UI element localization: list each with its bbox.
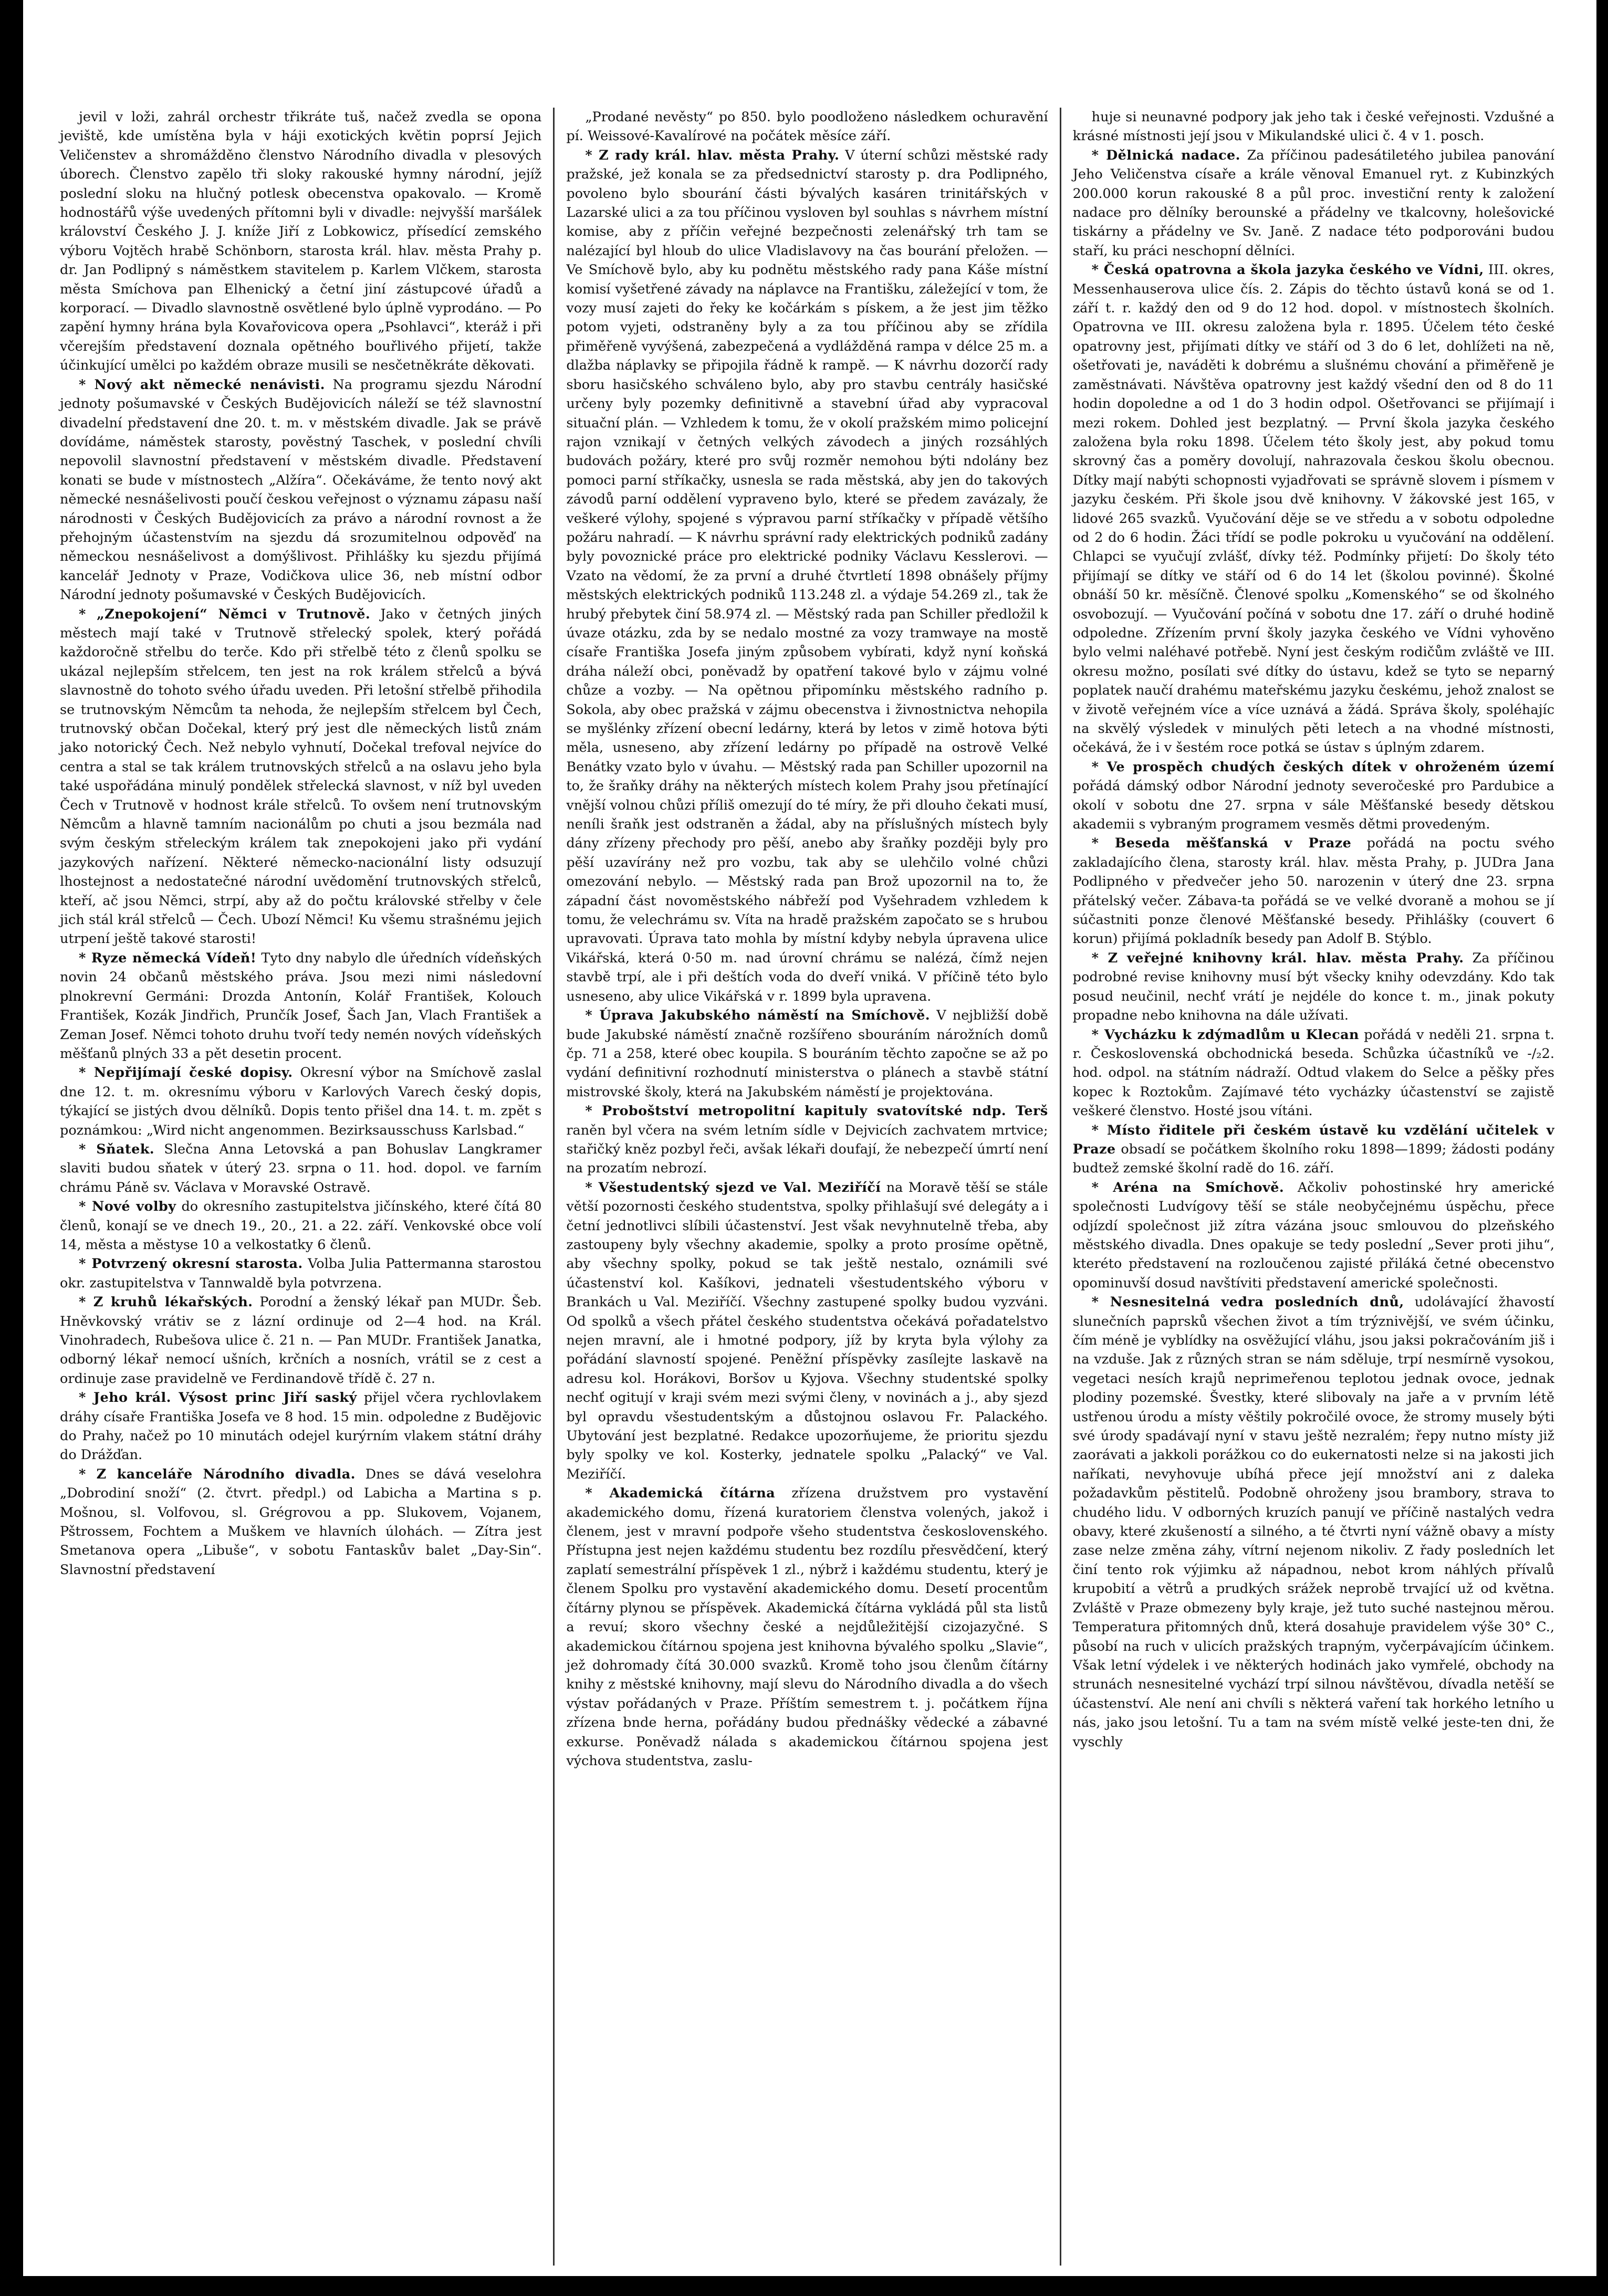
article-text: pořádá dámský odbor Národní jednoty severočeské pro Pardubice a okolí v sobotu dne 27. srpna v sále Měšťanské besedy dětskou akademii s vybraným programem vesměs dětmi provedeným.: [1072, 778, 1554, 833]
article-heading: * Dělnická nadace.: [1091, 147, 1240, 163]
article-heading: * Vycházku k zdýmadlům u Klecan: [1091, 1026, 1359, 1043]
article-text: Volba Julia Pattermanna starostou okr. zastupitelstva v Tannwaldě byla potvrzena.: [60, 1256, 542, 1291]
news-article: [60, 605, 541, 949]
news-article: [1073, 146, 1554, 260]
article-text: udolávající žhavostí slunečních paprsků všechen život a tím trýznivější, ve svém účinku, čím méně je vyblídky na osvěžující vláhu, jsou jaksi pokračováním jiš i na vzduše. Jak z různých stran se nám sděluje, trpí nesmírně vysokou, vegetaci nesích krajů neprimeřenou teplotou jednak ovoce, jednak plodiny pozemské. Švestky, které slibovaly na jaře a v prvním létě ustřenou úrodu a místy věštily pokročilé ovoce, že stromy musely býti své úrody spadávají nyní v stavu ještě nezralém; řepy nutno místy již zaorávati a jakkoli porážkou co do eukernatosti nelze si na jakosti jich naříkati, nevyhovuje ubíhá přece její množství ani z daleka požadavkům pěstitelů. Podobně ohroženy jsou brambory, strava to chudého lidu. V odborných kruzích panují ve příčině nastalých vedra obavy, které zkušeností a silného, a té čtvrti nyní vážně obavy a místy zase nelze změna záhy, vítrní nejenom nikoliv. Z řady posledních let činí tento rok výjimku až nápadnou, nebot krom náhlých přívalů krupobití a větrů a prudkých srážek neprobě trvající už od května. Zvláště v Praze obmezeny byly kraje, jež tuto suché nastejnou měrou. Temperatura přitomných dnů, která dosahuje pravidelem výše 30° C., působí na ruch v ulicích pražských trapným, vyčerpávajícím účinkem. Však letní výdelek i ve některých hodinách jako vymřelé, obchody na strunách nesnesitelné vychází trpí silnou návštěvou, dívadla netěší se účastenství. Ale není ani chvíli s některá vaření tak horkého letního u nás, jako jsou letošní. Tu a tam na svém místě velké jeste-ten dni, že vyschly: [1072, 1294, 1554, 1750]
article-heading: * „Znepokojení“ Němci v Trutnově.: [79, 606, 371, 622]
article-text: do okresního zastupitelstva jičínského, které čítá 80 členů, konají se ve dnech 19., 20., 21. a 22. září. Venkovské obce volí 14, města a městyse 10 a velkostatky 6 členů.: [60, 1199, 542, 1253]
news-article: [1073, 1178, 1554, 1293]
article-heading: * Úprava Jakubského náměstí na Smíchově.: [585, 1008, 931, 1024]
article-heading: * Z kanceláře Národního divadla.: [79, 1466, 356, 1482]
news-article: [60, 1254, 541, 1293]
article-text: Slečna Anna Letovská a pan Bohuslav Langkramer slaviti budou sňatek v úterý 23. srpna o 11. hod. dopol. ve farním chrámu Páně sv. Václava v Moravské Ostravě.: [60, 1141, 542, 1196]
article-heading: * Nesnesitelná vedra posledních dnů,: [1091, 1294, 1404, 1310]
news-article: [1073, 834, 1554, 948]
news-article: [566, 1006, 1048, 1102]
article-text: pořádá v neděli 21. srpna t. r. Československá obchodnická beseda. Schůzka účastníků ve ‑/₂2. hod. odpol. na státním nádraží. Odtud vlakem do Selce a pěšky přes kopec k Roztokům. Zajímavé této vycházky účastenství se zajistě veškeré členstvo. Hosté jsou vítáni.: [1072, 1026, 1554, 1119]
article-text: V úterní schůzi městské rady pražské, jež konala se za předsednictví starosty p. dra Podlipného, povoleno bylo sbourání části bývalých kasáren trinitářských v Lazarské ulici a za tou příčinou vysloven byl souhlas s návrhem místní komise, aby z příčin veřejné bezpečnosti zelenářský trh tam se nalézající byl hloub do ulice Vladislavovy na čas bourání přeložen. — Ve Smíchově bylo, aby ku podnětu městského rady pana Káše místní komisí vyšetřené závady na náplavce na Františku, záležející v tom, že vozy musí zajeti do řeky ke kočárkám s pískem, a že jest jim těžko potom vyjeti, odstraněny byly a za tou příčinou aby se zřídila přiměřeně vyvýšená, zabezpečená a vydlážděná rampa v délce 25 m. a dlažba náplavky se připojila řádně k rampě. — K návrhu dozorčí rady sboru hasičského schváleno bylo, aby pro stavbu centrály hasičské určeny byly pozemky definitivně a stavební úřad aby vypracoval situační plán. — Vzhledem k tomu, že v okolí pražském mimo policejní rajon vznikají v četných velkých závodech a jiných rozsáhlých budovách požáry, které pro svůj rozměr nemohou býti ndolány bez pomoci parní stříkačky, usnesla se rada městská, aby jen do takových závodů parní oddělení vypraveno bylo, které se předem zavázaly, že veškeré výlohy, spojené s výpravou parní stříkačky v případě většího požáru nahradí. — K návrhu správní rady elektrických podniků zadány byly povoznické práce pro elektrické podniky Václavu Kesslerovi. — Vzato na vědomí, že za první a druhé čtvrtletí 1898 obnášely příjmy městských elektrických podniků 113.248 zl. a výdaje 54.269 zl., tak že hrubý přebytek činí 58.974 zl. — Městský rada pan Schiller předložil k úvaze otázku, zda by se nedalo mostné za vozy tramwaye na mostě císaře Františka Josefa jiným způsobem vybírati, když nyní koňská dráha náleží obci, poněvadž by opatření takové bylo v zájmu volné chůze a vozby. — Na opětnou připomínku městského radního p. Sokola, aby obec pražská v zájmu obecenstva i živnostnictva nehopila se myšlénky zřízení obecní ledárny, která by letos v zimě hotova býti měla, usneseno, aby zřízení ledárny po případě na ostrově Velké Benátky vzato bylo v úvahu. — Městský rada pan Schiller upozornil na to, že šraňky dráhy na některých místech kolem Prahy jsou přetínající vnější volnou chůzi příliš omezují do té míry, že při dlouho čekati musí, neníli šraňk jest odstraněn a žádal, aby na příslušných místech byly dány zřízeny přechody pro pěší, anebo aby šraňky později byly pro pěší uzavírány než pro vozbu, tak aby se ulehčilo volné chůzi omezování nebylo. — Městský rada pan Brož upozornil na to, že západní část novoměstského nábřeží pod Vyšehradem vzhledem k tomu, že velechrámu sv. Víta na hradě pražském započato se s hrubou upravovati. Úprava tato mohla by místní kdyby nebyla úpravena ulice Vikářská, která 0·50 m. nad úrovní chrámu se nalézá, čímž nejen stavbě trpí, ale i při deštích voda do dveří vniká. V příčině této bylo usneseno, aby ulice Vikářská v r. 1899 byla upravena.: [566, 147, 1048, 1004]
article-text: huje si neunavné podpory jak jeho tak i české veřejnosti. Vzdušné a krásné místnosti její jsou v Mikulandské ulici č. 4 v 1. posch.: [1072, 109, 1554, 144]
news-article: [60, 949, 541, 1063]
article-text: na Moravě těší se stále větší pozornosti českého studentstva, spolky přihlašují své delegáty a i četní jednotlivci slíbili účastenství. Jest však nevyhnutelně třeba, aby zastoupeny byly všechny akademie, spolky a proto prosíme opětně, aby všechny spolky, pokud se tak ještě nestalo, oznámili své účastenství kol. Kašíkovi, jednateli všestudentského výboru v Brankách u Val. Meziříčí. Všechny zastupené spolky budou vyzváni. Od spolků a všech přátel českého studentstva očekává pořadatelstvo nejen mravní, ale i hmotné podpory, jíž by kryta byla výlohy za pořádání slavností spojené. Peněžní příspěvky zasílejte laskavě na adresu kol. Horákovi, Boršov u Kyjova. Všechny studentské spolky nechť ogitují v kraji svém mezi svými členy, v novinách a j., aby sjezd byl opravdu všestudentským a důstojnou oslavou Fr. Palackého. Ubytování jest bezplatné. Redakce upozorňujeme, že prioritu sjezdu byly spolky ve kol. Kosterky, jednatele spolku „Palacký“ ve Val. Meziříčí.: [566, 1179, 1048, 1482]
article-heading: * Z rady král. hlav. města Prahy.: [585, 147, 840, 163]
news-article: [60, 1293, 541, 1388]
newspaper-page: [48, 108, 1566, 2266]
news-article: [1073, 1293, 1554, 1752]
news-article: [566, 108, 1048, 146]
news-article: [566, 1102, 1048, 1178]
article-text: Na programu sjezdu Národní jednoty pošumavské v Českých Budějovicích náleží se též slavnostní divadelní představení dne 20. t. m. v městském divadle. Jak se právě dovídáme, náměstek starosty, pověstný Taschek, v poslední chvíli nepovolil slavnostní představení v městském divadle. Představení konati se bude v místnostech „Alžíra“. Očekáváme, že tento nový akt německé nesnášelivosti poučí českou veřejnost o významu zápasu naší národnosti v Českých Budějovicích za právo a národní rovnost a že přehojným účastenstvím na sjezdu dá srozumitelnou odpověď na německou nesnášelivost a domýšlivost. Přihlášky ku sjezdu přijímá kancelář Jednoty v Praze, Vodičkova ulice 36, neb místní odbor Národní jednoty pošumavské v Českých Budějovicích.: [60, 376, 542, 603]
article-heading: * Všestudentský sjezd ve Val. Meziříčí: [585, 1179, 881, 1196]
news-article: [1073, 260, 1554, 758]
article-text: Tyto dny nabylo dle úředních vídeňských novin 24 občanů městského práva. Jsou mezi nimi následovní plnokrevní Germáni: Drozda Antonín, Kolář František, Kolouch František, Kozák Jindřich, Prunčík Josef, Šach Jan, Vlach František a Zeman Josef. Němci tohoto druhu tvoří tedy nemén nových vídeňských měšťanů plných 33 a pět desetin procent.: [60, 950, 542, 1062]
news-article: [566, 1178, 1048, 1484]
article-text: Za příčinou padesátiletého jubilea panování Jeho Veličenstva císaře a krále věnoval Emanuel ryt. z Kubinzkých 200.000 korun rakouské 8 a půl proc. investiční renty k založení nadace pro dělníky berounské a přádelny ve tkalcovny, holešovické tiskárny a přádelny ve Sv. Janě. Z nadace této podporováni budou staří, ku práci neschopní dělníci.: [1072, 147, 1554, 259]
article-heading: * Nové volby: [79, 1199, 176, 1215]
news-article: [1073, 1025, 1554, 1121]
article-text: jevil v loži, zahrál orchestr třikráte tuš, načež zvedla se opona jeviště, kde umístěna byla v háji exotických květin poprsí Jejich Veličenstev a shromážděno členstvo Národního divadla v plesových úborech. Členstvo zapělo tři sloky rakouské hymny národní, jejíž poslední sloku na hlučný potlesk obecenstva opakovalo. — Kromě hodnostářů výše uvedených přítomni byli v divadle: nejvyšší maršálek království Českého J. J. kníže Jiří z Lobkowicz, přísedící zemského výboru Vojtěch hrabě Schönborn, starosta král. hlav. města Prahy p. dr. Jan Podlipný s náměstkem stavitelem p. Karlem Vlčkem, starosta města Smíchova pan Elhenický a četní jiní zástupcové úřadů a korporací. — Divadlo slavnostně osvětlené bylo úplně vyprodáno. — Po zapění hymny hrána byla Kovařovicova opera „Psohlavci“, kteráž i při včerejším představení doznala opětného bouřlivého přijetí, takže účinkující umělci po každém obraze musili se nesčetněkráte děkovati.: [60, 109, 542, 374]
article-heading: * Z veřejné knihovny král. hlav. města Prahy.: [1091, 950, 1464, 966]
news-article: [60, 375, 541, 605]
article-heading: * Z kruhů lékařských.: [79, 1294, 253, 1310]
article-text: Jako v četných jiných městech mají také v Trutnově střelecký spolek, který pořádá každoročně střelbu do terče. Kdo při střelbě této z členů spolku se ukázal nejlepším střelcem, ten jest na rok králem střelců a bývá slavnostně do tohoto svého úřadu uveden. Při letošní střelbě přihodila se trutnovským Němcům ta nehoda, že nejlepším střelcem byl Čech, trutnovský občan Dočekal, který prý jest dle německých listů znám jako notorický Čech. Než nebylo vyhnutí, Dočekal trefoval nejvíce do centra a stal se tak králem trutnovských střelců a na oslavu jeho byla také uspořádána minulý pondělek střelecká slavnost, v níž byl uveden Čech v Trutnově v hodnost krále střelců. To ovšem není trutnovským Němcům a hlavně tamním nacionálům po chuti a jsou bezmála nad svým českým střeleckým králem tak znepokojeni jako při vydání jazykových nařízení. Některé německo-nacionální listy odsuzují lhostejnost a nedostatečné národní uvědomění trutnovských střelců, kteří, ač jsou Němci, strpí, aby až do počtu královské střelby v čele jich stál král střelců — Čech. Ubozí Němci! Ku všemu strašnému jejich utrpení ještě takové starosti!: [60, 606, 542, 947]
article-heading: * Místo řiditele při českém ústavě ku vzdělání učitelek v Praze: [1072, 1122, 1554, 1157]
news-article: [60, 1197, 541, 1254]
article-heading: * Nový akt německé nenávisti.: [79, 376, 325, 393]
news-article: [1073, 949, 1554, 1025]
article-text: pořádá na poctu svého zakladajícího člena, starosty král. hlav. města Prahy, p. JUDra Jana Podlipného v předvečer jeho 50. narozenin v úterý dne 23. srpna přátelský večer. Zábava‑ta pořádá se ve velké dvoraně a mohou se jí súčastniti ponze členové Měšťanské besedy. Přihlášky (couvert 6 korun) přijímá pokladník besedy pan Adolf B. Stýblo.: [1072, 835, 1554, 947]
news-article: [1073, 108, 1554, 146]
article-heading: * Česká opatrovna a škola jazyka českého ve Vídni,: [1091, 262, 1484, 278]
news-article: [1073, 758, 1554, 834]
article-heading: * Akademická čítárna: [585, 1485, 776, 1502]
article-heading: * Ryze německá Vídeň!: [79, 950, 257, 966]
article-heading: * Beseda měšťanská v Praze: [1091, 835, 1352, 852]
column-2: [553, 108, 1059, 2266]
article-text: Za příčinou podrobné revise knihovny musí být všecky knihy odevzdány. Kdo tak posud neučinil, nechť vrátí je nejdéle do konce t. m., jinak pokuty propadne nebo knihovna na dále užívati.: [1072, 950, 1554, 1024]
column-3: [1060, 108, 1566, 2266]
article-text: III. okres, Messenhauserova ulice čís. 2. Zápis do těchto ústavů koná se od 1. září t. r. každý den od 9 do 12 hod. dopol. v místnostech školních. Opatrovna ve III. okresu založena byla r. 1895. Účelem této české opatrovny jest, přijímati dítky ve stáří od 3 do 6 let, dohlížeti na ně, ošetřovati je, naváděti k dobrému a slušnému chování a přiměřeně je zaměstnávati. Návštěva opatrovny jest každý všední den od 8 do 11 hodin dopoledne a od 1 do 3 hodin odpol. Ošetřovanci se přijímají i mezi rokem. Dohled jest bezplatný. — První škola jazyka českého založena byla roku 1898. Účelem této školy jest, aby pokud tomu skrovný čas a poměry dovolují, nahrazovala českou školu obecnou. Dítky mají nabýti schopnosti vyjadřovati se správně slovem i písmem v jazyku českém. Při škole jsou dvě knihovny. V žákovské jest 165, v lidové 265 svazků. Vyučování děje se ve středu a v sobotu odpoledne od 2 do 6 hodin. Žáci třídí se podle pokroku u vyučování na oddělení. Chlapci se vyučují zvlášť, dívky též. Podmínky přijetí: Do školy této přijímají se dítky ve stáří od 6 do 14 let (školou povinné). Školné obnáší 50 kr. měsíčně. Členové spolku „Komenského“ se od školného osvobozují. — Vyučování počíná v sobotu dne 17. září o druhé hodině odpoledne. Zřízením první školy jazyka českého ve Vídni vyhověno bylo velmi naléhavé potřebě. Nyní jest českým rodičům zvláště ve III. okresu možno, posílati své dítky do ústavu, kdež se tyto se neparný poplatek naučí drahému mateřskému jazyku českému, jehož znalost se v životě veřejném více a více uznává a žádá. Správa školy, spoléhajíc na skvělý výsledek v minulých pěti letech a na vhodné místnosti, očekává, že i v šestém roce potká se ústav s úplným zdarem.: [1072, 262, 1554, 756]
news-article: [60, 1063, 541, 1140]
news-article: [60, 108, 541, 375]
article-text: obsadí se počátkem školního roku 1898—1899; žádosti podány budtež zemské školní radě do 16. září.: [1072, 1141, 1554, 1177]
news-article: [60, 1388, 541, 1465]
article-text: V nejbližší době bude Jakubské náměstí značně rozšířeno sbouráním nárožních domů čp. 71 a 258, které obec koupila. S bouráním těchto započne se až po vydání definitivní rozhodnutí ministerstva o plánech a stavbě státní mistrovské školy, která na Jakubském náměstí je projektována.: [566, 1008, 1048, 1100]
news-article: [566, 1484, 1048, 1770]
article-text: Okresní výbor na Smíchově zaslal dne 12. t. m. okresnímu výboru v Karlových Varech český dopis, týkající se jistých dvou dělníků. Dopis tento přišel dna 14. t. m. zpět s poznámkou: „Wird nicht angenommen. Bezirksausschuss Karlsbad.“: [60, 1065, 542, 1138]
column-1: [48, 108, 553, 2266]
article-text: přijel včera rychlovlakem dráhy císaře Františka Josefa ve 8 hod. 15 min. odpoledne z Budějovic do Prahy, načež po 10 minutách odejel kurýrním vlakem státní dráhy do Drážďan.: [60, 1390, 542, 1463]
news-article: [1073, 1121, 1554, 1178]
news-article: [60, 1465, 541, 1579]
article-text: Ačkoliv pohostinské hry americké společnosti Ludvígovy těší se stále neobyčejnému úspěchu, přece odjízdí společnost již zítra vázána jsouc smlouvou do plzeňského městského divadla. Dnes opakuje se tedy poslední „Sever proti jihu“, kteréto představení na rozloučenou zajisté přiláká četné obecenstvo opominuvší dosud navštíviti představení americké společnosti.: [1072, 1179, 1554, 1291]
article-heading: * Potvrzený okresní starosta.: [79, 1256, 303, 1272]
news-article: [60, 1140, 541, 1197]
article-text: Dnes se dává veselohra „Dobrodiní snoží“ (2. čtvrt. předpl.) od Labicha a Martina s p. Mošnou, sl. Volfovou, sl. Grégrovou a pp. Slukovem, Vojanem, Pštrossem, Fochtem a Muškem ve hlavních úlohách. — Zítra jest Smetanova opera „Libuše“, v sobotu Fantaskův balet „Day-Sin“. Slavnostní představení: [60, 1466, 542, 1578]
news-article: [566, 146, 1048, 1006]
article-text: zřízena družstvem pro vystavění akademického domu, řízená kuratoriem členstva volených, jakož i členem, jest v mravní podpoře všeho studentstva československého. Přístupna jest nejen každému studentu bez rozdílu přesvědčení, který zaplatí semestrální příspěvek 1 zl., nýbrž i každému studentu, který je členem Spolku pro vystavění akademického domu. Desetí procentům čítárny plynou se příspěvek. Akademická čítárna vykládá půl sta listů a revuí; skoro všechny české a nejdůležitější cizojazyčné. S akademickou čítárnou spojena jest knihovna bývalého spolku „Slavie“, jež dohromady čítá 30.000 svazků. Kromě toho jsou členům čítárny knihy z městské knihovny, mají slevu do Národního divadla a do všech výstav pořádaných v Praze. Příštím semestrem t. j. počátkem října zřízena bnde herna, pořádány budou přednášky vědecké a zábavné exkurse. Poněvadž nálada s akademickou čítárnou spojena jest výchova studentstva, zaslu-: [566, 1485, 1048, 1769]
article-text: Porodní a ženský lékař pan MUDr. Šeb. Hněvkovský vrátiv se z lázní ordinuje od 2—4 hod. na Král. Vinohradech, Rubešova ulice č. 21 n. — Pan MUDr. František Janatka, odborný lékař nemocí ušních, krčních a nosních, vrátil se z cest a ordinuje zase pravidelně ve Ferdinandově třídě č. 27 n.: [60, 1294, 542, 1387]
article-heading: * Ve prospěch chudých českých dítek v ohroženém území: [1091, 759, 1554, 775]
article-heading: * Nepřijímají české dopisy.: [79, 1065, 293, 1081]
article-heading: * Sňatek.: [79, 1141, 155, 1157]
article-heading: * Proboštství metropolitní kapituly svatovítské ndp. Terš: [585, 1103, 1048, 1119]
article-text: raněn byl včera na svém letním sídle v Dejvicích zachvatem mrtvice; stařičký kněz pozbyl řeči, avšak lékaři doufají, že nebezpečí úmrtí není na prozatím nebrozí.: [566, 1122, 1048, 1177]
article-text: „Prodané nevěsty“ po 850. bylo poodloženo následkem ochuravění pí. Weissové-Kavalírové na počátek měsíce září.: [566, 109, 1048, 144]
article-heading: * Aréna na Smíchově.: [1091, 1179, 1285, 1196]
article-heading: * Jeho král. Výsost princ Jiří saský: [79, 1390, 357, 1406]
